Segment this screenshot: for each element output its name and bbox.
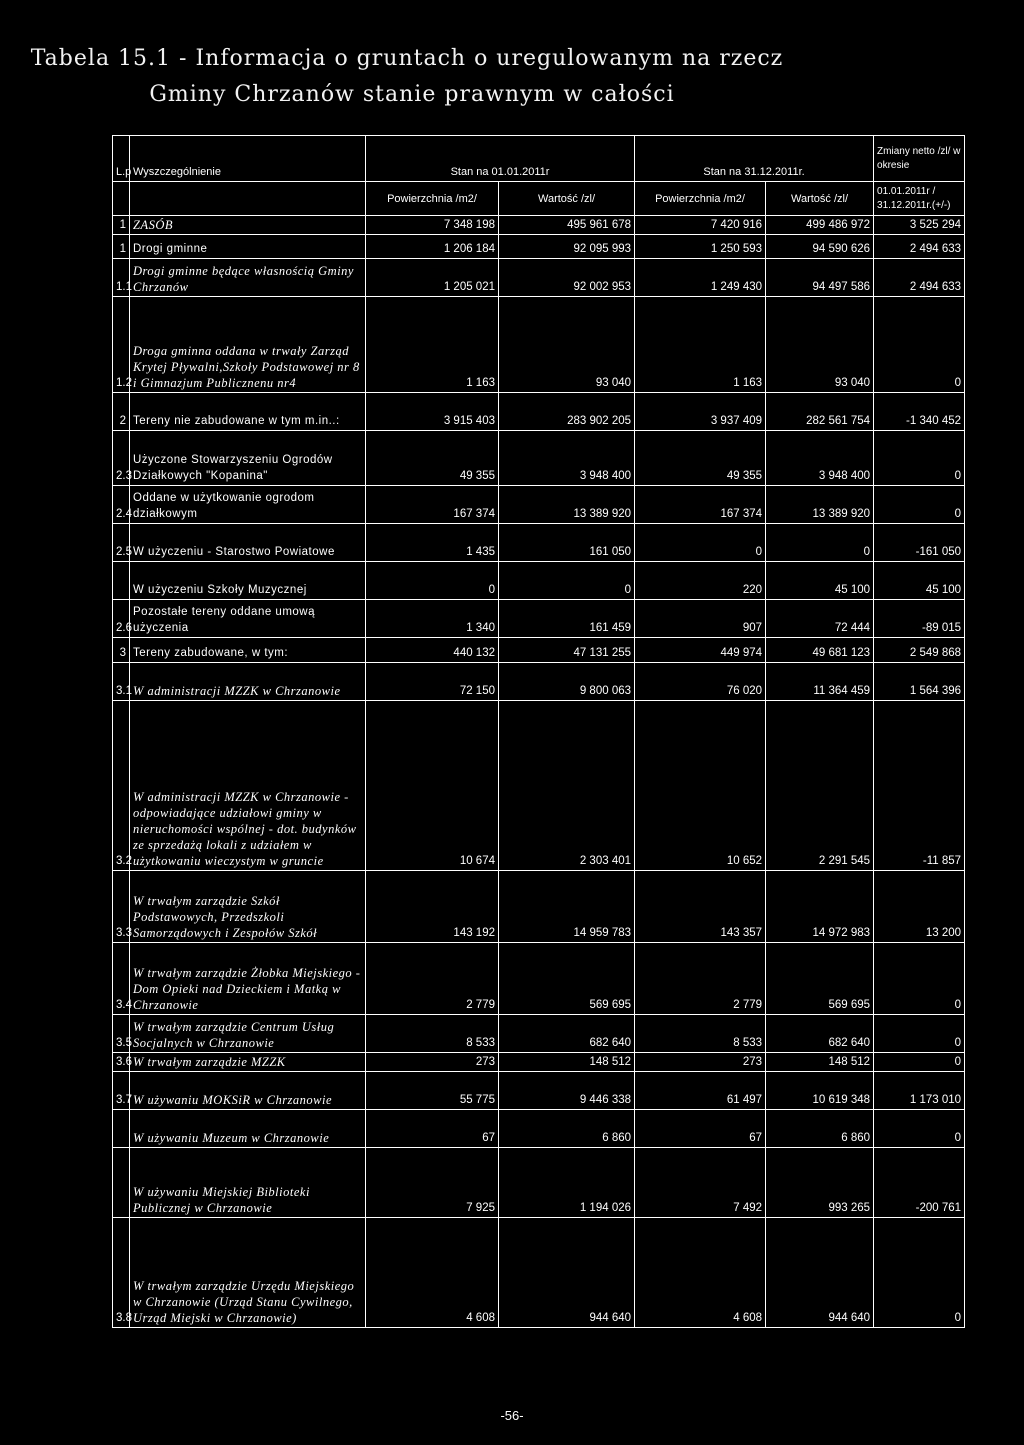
row-area-start: 7 925 — [366, 1148, 499, 1218]
row-change: 0 — [874, 297, 965, 393]
row-name: W trwałym zarządzie MZZK — [130, 1053, 366, 1072]
row-lp: 1 — [113, 216, 130, 235]
row-area-end: 4 608 — [635, 1218, 766, 1328]
table-row — [113, 1072, 965, 1110]
row-value-end: 993 265 — [766, 1148, 874, 1218]
header-name: Wyszczególnienie — [130, 136, 366, 182]
table-row — [113, 216, 965, 235]
row-change: 2 549 868 — [874, 638, 965, 663]
row-value-start: 569 695 — [499, 943, 635, 1015]
row-area-start: 1 435 — [366, 524, 499, 562]
row-value-start: 92 002 953 — [499, 259, 635, 297]
row-name: Pozostałe tereny oddane umową użyczenia — [130, 600, 366, 638]
table-row — [113, 297, 965, 393]
row-area-end: 0 — [635, 524, 766, 562]
row-change: 45 100 — [874, 562, 965, 600]
row-lp: 3.6 — [113, 1053, 130, 1072]
table-row — [113, 871, 965, 943]
row-area-end: 2 779 — [635, 943, 766, 1015]
row-lp: 2.3 — [113, 431, 130, 486]
row-change: 2 494 633 — [874, 235, 965, 259]
row-area-end: 143 357 — [635, 871, 766, 943]
row-area-start: 67 — [366, 1110, 499, 1148]
row-area-end: 1 163 — [635, 297, 766, 393]
table-row — [113, 259, 965, 297]
row-area-start: 440 132 — [366, 638, 499, 663]
row-area-end: 1 249 430 — [635, 259, 766, 297]
row-lp: 1.1 — [113, 259, 130, 297]
row-name: W trwałym zarządzie Szkół Podstawowych, Przedszkoli Samorządowych i Zespołów Szkół — [130, 871, 366, 943]
row-name: W używaniu Miejskiej Biblioteki Publicznej w Chrzanowie — [130, 1148, 366, 1218]
header-lp-sub — [113, 182, 130, 216]
row-value-start: 495 961 678 — [499, 216, 635, 235]
row-value-end: 148 512 — [766, 1053, 874, 1072]
row-lp: 3.5 — [113, 1015, 130, 1053]
row-lp: 3.3 — [113, 871, 130, 943]
row-value-start: 2 303 401 — [499, 701, 635, 871]
row-lp: 3.2 — [113, 701, 130, 871]
row-lp: 3.8 — [113, 1218, 130, 1328]
row-area-end: 10 652 — [635, 701, 766, 871]
row-value-end: 944 640 — [766, 1218, 874, 1328]
row-value-start: 944 640 — [499, 1218, 635, 1328]
table-row — [113, 1218, 965, 1328]
row-area-end: 907 — [635, 600, 766, 638]
row-area-start: 1 206 184 — [366, 235, 499, 259]
row-value-end: 14 972 983 — [766, 871, 874, 943]
row-value-start: 13 389 920 — [499, 486, 635, 524]
row-area-end: 273 — [635, 1053, 766, 1072]
row-area-start: 55 775 — [366, 1072, 499, 1110]
row-lp: 2.6 — [113, 600, 130, 638]
row-value-start: 93 040 — [499, 297, 635, 393]
row-area-end: 449 974 — [635, 638, 766, 663]
row-value-end: 3 948 400 — [766, 431, 874, 486]
row-area-start: 72 150 — [366, 663, 499, 701]
row-value-end: 94 497 586 — [766, 259, 874, 297]
row-name: W używaniu MOKSiR w Chrzanowie — [130, 1072, 366, 1110]
row-value-end: 499 486 972 — [766, 216, 874, 235]
table-row — [113, 431, 965, 486]
row-area-end: 1 250 593 — [635, 235, 766, 259]
row-change: 0 — [874, 1053, 965, 1072]
row-area-end: 7 492 — [635, 1148, 766, 1218]
row-area-end: 8 533 — [635, 1015, 766, 1053]
table-row — [113, 638, 965, 663]
table-row — [113, 524, 965, 562]
row-change: -89 015 — [874, 600, 965, 638]
row-change: 0 — [874, 1218, 965, 1328]
row-value-start: 14 959 783 — [499, 871, 635, 943]
row-lp: 2.5 — [113, 524, 130, 562]
row-lp: 1.2 — [113, 297, 130, 393]
row-name: W trwałym zarządzie Urzędu Miejskiego w Chrzanowie (Urząd Stanu Cywilnego, Urząd Miejski w Chrzanowie) — [130, 1218, 366, 1328]
row-area-start: 1 205 021 — [366, 259, 499, 297]
row-change: 3 525 294 — [874, 216, 965, 235]
row-name: W użyczeniu Szkoły Muzycznej — [130, 562, 366, 600]
row-area-start: 273 — [366, 1053, 499, 1072]
row-name: ZASÓB — [130, 216, 366, 235]
row-name: W trwałym zarządzie Centrum Usług Socjalnych w Chrzanowie — [130, 1015, 366, 1053]
row-area-start: 167 374 — [366, 486, 499, 524]
table-row — [113, 1148, 965, 1218]
row-area-end: 3 937 409 — [635, 393, 766, 431]
table-row — [113, 1110, 965, 1148]
table-row — [113, 701, 965, 871]
row-area-start: 49 355 — [366, 431, 499, 486]
row-area-start: 143 192 — [366, 871, 499, 943]
row-area-end: 220 — [635, 562, 766, 600]
row-value-end: 682 640 — [766, 1015, 874, 1053]
row-area-start: 2 779 — [366, 943, 499, 1015]
row-lp: 3.7 — [113, 1072, 130, 1110]
row-lp: 2.4 — [113, 486, 130, 524]
row-value-start: 0 — [499, 562, 635, 600]
table-row — [113, 1053, 965, 1072]
row-name: W używaniu Muzeum w Chrzanowie — [130, 1110, 366, 1148]
row-value-start: 148 512 — [499, 1053, 635, 1072]
row-lp — [113, 1148, 130, 1218]
row-change: -161 050 — [874, 524, 965, 562]
row-change: 0 — [874, 1015, 965, 1053]
row-lp — [113, 1110, 130, 1148]
row-lp: 3.1 — [113, 663, 130, 701]
row-name: W trwałym zarządzie Żłobka Miejskiego - Dom Opieki nad Dzieckiem i Matką w Chrzanowie — [130, 943, 366, 1015]
row-value-start: 47 131 255 — [499, 638, 635, 663]
row-area-start: 4 608 — [366, 1218, 499, 1328]
row-name: Tereny zabudowane, w tym: — [130, 638, 366, 663]
row-lp — [113, 562, 130, 600]
row-value-start: 682 640 — [499, 1015, 635, 1053]
row-value-end: 45 100 — [766, 562, 874, 600]
row-change: -200 761 — [874, 1148, 965, 1218]
row-value-end: 569 695 — [766, 943, 874, 1015]
header-period: 01.01.2011r / 31.12.2011r.(+/-) — [874, 182, 965, 216]
table-row — [113, 943, 965, 1015]
row-value-start: 9 446 338 — [499, 1072, 635, 1110]
table-title-line1: Tabela 15.1 - Informacja o gruntach o uregulowanym na rzecz — [30, 46, 784, 71]
row-change: 13 200 — [874, 871, 965, 943]
table-row — [113, 562, 965, 600]
row-area-start: 1 163 — [366, 297, 499, 393]
row-value-end: 282 561 754 — [766, 393, 874, 431]
row-value-end: 2 291 545 — [766, 701, 874, 871]
page-number: -56- — [500, 1408, 524, 1423]
row-area-start: 10 674 — [366, 701, 499, 871]
row-value-end: 11 364 459 — [766, 663, 874, 701]
row-value-end: 6 860 — [766, 1110, 874, 1148]
table-row — [113, 663, 965, 701]
row-change: 2 494 633 — [874, 259, 965, 297]
header-value-start: Wartość /zl/ — [499, 182, 635, 216]
table-row — [113, 486, 965, 524]
row-value-end: 13 389 920 — [766, 486, 874, 524]
row-change: 0 — [874, 486, 965, 524]
row-area-start: 7 348 198 — [366, 216, 499, 235]
header-name-sub — [130, 182, 366, 216]
header-stan-start: Stan na 01.01.2011r — [366, 136, 635, 182]
row-change: -11 857 — [874, 701, 965, 871]
row-value-end: 10 619 348 — [766, 1072, 874, 1110]
row-name: Oddane w użytkowanie ogrodom działkowym — [130, 486, 366, 524]
row-name: W administracji MZZK w Chrzanowie — [130, 663, 366, 701]
row-name: Użyczone Stowarzyszeniu Ogrodów Działkowych "Kopanina" — [130, 431, 366, 486]
row-area-end: 167 374 — [635, 486, 766, 524]
row-area-end: 7 420 916 — [635, 216, 766, 235]
row-area-end: 67 — [635, 1110, 766, 1148]
row-lp: 3 — [113, 638, 130, 663]
header-stan-end: Stan na 31.12.2011r. — [635, 136, 874, 182]
row-value-end: 49 681 123 — [766, 638, 874, 663]
row-value-start: 161 459 — [499, 600, 635, 638]
header-area-start: Powierzchnia /m2/ — [366, 182, 499, 216]
row-change: 1 564 396 — [874, 663, 965, 701]
row-name: Drogi gminne będące własnością Gminy Chrzanów — [130, 259, 366, 297]
row-value-end: 72 444 — [766, 600, 874, 638]
row-value-start: 1 194 026 — [499, 1148, 635, 1218]
row-change: 1 173 010 — [874, 1072, 965, 1110]
row-value-start: 9 800 063 — [499, 663, 635, 701]
row-name: W administracji MZZK w Chrzanowie - odpowiadające udziałowi gminy w nieruchomości wspólnej - dot. budynków ze sprzedażą lokali z udziałem w użytkowaniu wieczystym w gruncie — [130, 701, 366, 871]
row-area-start: 3 915 403 — [366, 393, 499, 431]
row-change: 0 — [874, 1110, 965, 1148]
row-name: Droga gminna oddana w trwały Zarząd Krytej Pływalni,Szkoły Podstawowej nr 8 i Gimnazjum Publicznenu nr4 — [130, 297, 366, 393]
header-value-end: Wartość /zl/ — [766, 182, 874, 216]
row-value-start: 283 902 205 — [499, 393, 635, 431]
table-title-line2: Gminy Chrzanów stanie prawnym w całości — [149, 82, 675, 107]
row-value-start: 161 050 — [499, 524, 635, 562]
table-row — [113, 600, 965, 638]
row-change: -1 340 452 — [874, 393, 965, 431]
row-name: Tereny nie zabudowane w tym m.in..: — [130, 393, 366, 431]
row-area-start: 1 340 — [366, 600, 499, 638]
row-name: Drogi gminne — [130, 235, 366, 259]
row-area-end: 61 497 — [635, 1072, 766, 1110]
row-lp: 1 — [113, 235, 130, 259]
row-value-end: 0 — [766, 524, 874, 562]
row-change: 0 — [874, 431, 965, 486]
table-row — [113, 393, 965, 431]
row-area-end: 49 355 — [635, 431, 766, 486]
row-area-end: 76 020 — [635, 663, 766, 701]
row-value-start: 92 095 993 — [499, 235, 635, 259]
header-area-end: Powierzchnia /m2/ — [635, 182, 766, 216]
land-table — [112, 135, 965, 1328]
table-row — [113, 1015, 965, 1053]
row-value-start: 6 860 — [499, 1110, 635, 1148]
row-area-start: 0 — [366, 562, 499, 600]
table-row — [113, 235, 965, 259]
row-value-end: 94 590 626 — [766, 235, 874, 259]
row-lp: 3.4 — [113, 943, 130, 1015]
row-area-start: 8 533 — [366, 1015, 499, 1053]
row-change: 0 — [874, 943, 965, 1015]
row-value-end: 93 040 — [766, 297, 874, 393]
header-zmiany: Zmiany netto /zl/ w okresie — [874, 136, 965, 182]
row-name: W użyczeniu - Starostwo Powiatowe — [130, 524, 366, 562]
header-lp: L.p — [113, 136, 130, 182]
row-value-start: 3 948 400 — [499, 431, 635, 486]
row-lp: 2 — [113, 393, 130, 431]
